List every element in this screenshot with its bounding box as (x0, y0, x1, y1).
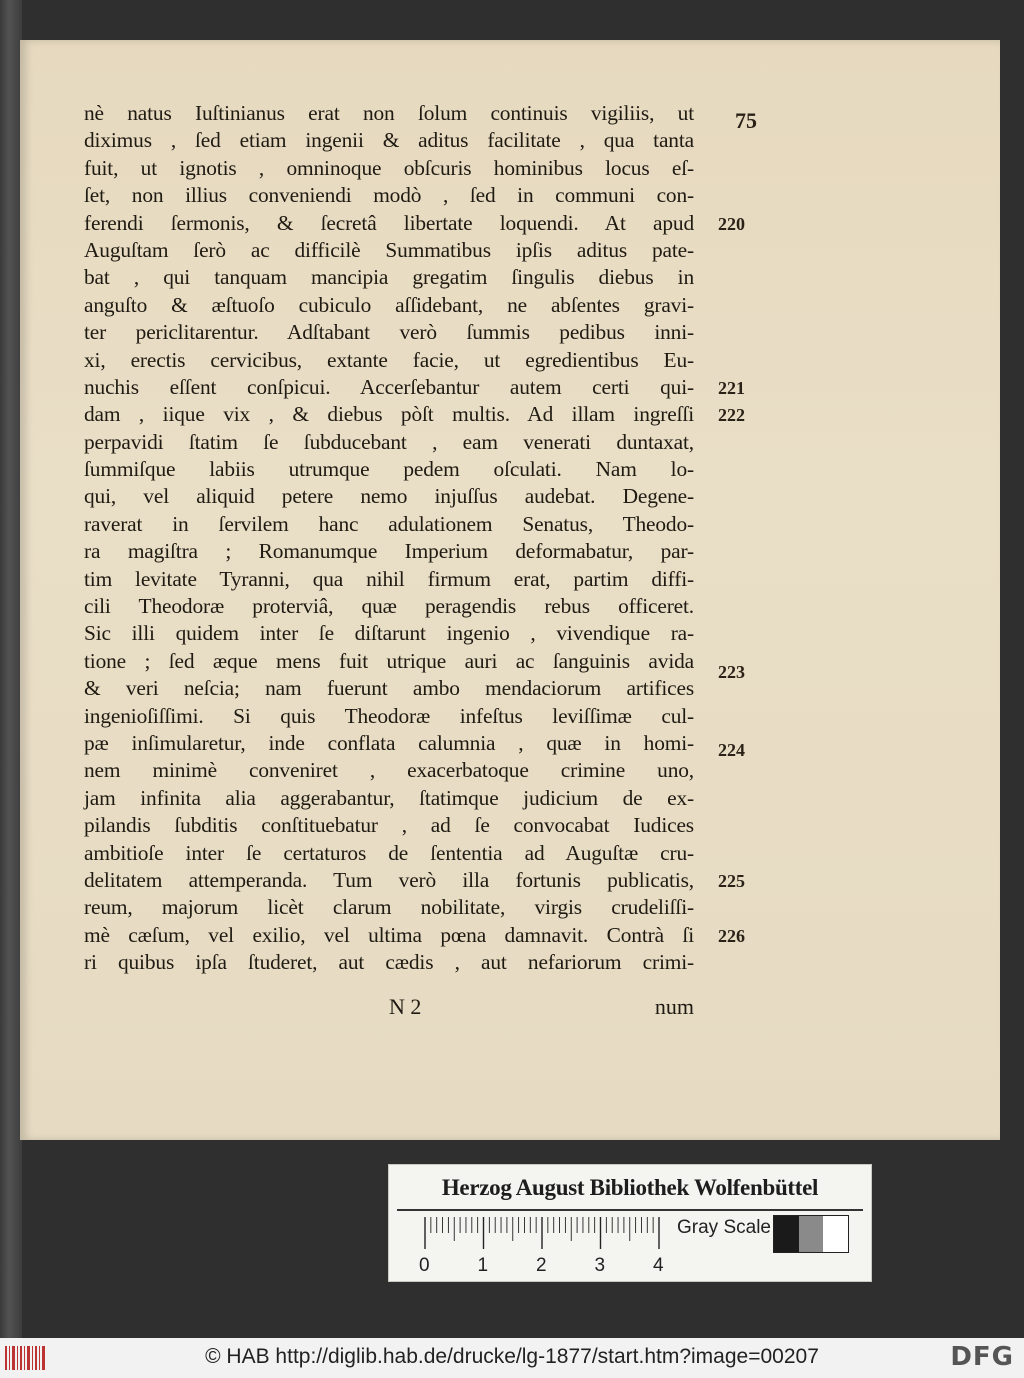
text-line: pæ inſimularetur, inde conflata calumnia , quæ in homi- (84, 730, 694, 755)
color-scale-card (388, 1164, 872, 1282)
text-line: dam , iique vix , & diebus pòſt multis. Ad illam ingreſſi (84, 402, 694, 427)
footer-credit (0, 1345, 1024, 1369)
footer-bar (0, 1338, 1024, 1378)
text-line: Sic illi quidem inter ſe diſtarunt ingenio , vivendique ra- (84, 621, 694, 646)
text-line: bat , qui tanquam mancipia gregatim ſingulis diebus in (84, 265, 694, 290)
margin-note: 223 (718, 662, 745, 682)
text-line: jam infinita alia aggerabantur, ſtatimque judicium de ex- (84, 785, 694, 810)
text-line: reum, majorum licèt clarum nobilitate, virgis crudeliſſi- (84, 895, 694, 920)
text-line: ambitioſe inter ſe certaturos de ſententia ad Auguſtæ cru- (84, 840, 694, 865)
ruler-number: 4 (653, 1255, 664, 1276)
card-divider (397, 1209, 863, 1211)
footer-credit-text[interactable]: © HAB http://diglib.hab.de/drucke/lg-1877/start.htm?image=00207 (205, 1345, 819, 1368)
text-line: perpavidi ſtatim ſe ſubducebant , eam venerati duntaxat, (84, 429, 694, 454)
text-line: anguſto & æſtuoſo cubiculo aſſidebant, ne abſentes gravi- (84, 292, 694, 317)
text-line: ingenioſiſſimi. Si quis Theodoræ infeſtus leviſſimæ cul- (84, 703, 694, 728)
catchword: num (654, 994, 694, 1019)
text-line: pilandis ſubditis conſtituebatur , ad ſe convocabat Iudices (84, 813, 694, 838)
text-line: qui, vel aliquid petere nemo injuſſus audebat. Degene- (84, 484, 694, 509)
text-line: fuit, ut ignotis , omninoque obſcuris hominibus locus eſ- (84, 155, 694, 180)
gray-swatch (774, 1216, 799, 1252)
text-line: tim levitate Tyranni, qua nihil firmum erat, partim diffi- (84, 566, 694, 591)
ruler-number: 2 (536, 1255, 547, 1276)
library-name: Herzog August Bibliothek Wolfenbüttel (441, 1175, 819, 1200)
margin-note: 226 (718, 926, 745, 946)
gray-scale-label: Gray Scale (677, 1217, 771, 1238)
text-line: mè cæſum, vel exilio, vel ultima pœna damnavit. Contrà ſi (84, 922, 694, 947)
ruler-number: 1 (477, 1255, 489, 1276)
gray-swatch (799, 1216, 824, 1252)
text-line: Auguſtam ſerò ac difficilè Summatibus ipſis aditus pate- (84, 237, 694, 262)
text-line: ſummiſque labiis utrumque pedem oſculati. Nam lo- (84, 457, 694, 482)
text-line: raverat in ſervilem hanc adulationem Senatus, Theodo- (84, 511, 694, 536)
text-line: ri quibus ipſa ſtuderet, aut cædis , aut nefariorum crimi- (84, 950, 694, 975)
text-line: tione ; ſed æque mens fuit utrique auri ac ſanguinis avida (84, 648, 694, 673)
signature-mark: N 2 (389, 994, 422, 1019)
text-line: nè natus Iuſtinianus erat non ſolum continuis vigiliis, ut (84, 101, 694, 125)
catchline (84, 994, 694, 1024)
text-line: cili Theodoræ proterviâ, quæ peragendis rebus officeret. (84, 594, 694, 619)
text-line: diximus , ſed etiam ingenii & aditus facilitate , qua tanta (84, 128, 694, 153)
text-line: ſet, non illius conveniendi modò , ſed in communi con- (84, 183, 694, 208)
dfg-logo: DFG (950, 1342, 1014, 1372)
margin-note: 225 (718, 871, 745, 892)
text-line: ferendi ſermonis, & ſecretâ libertate loquendi. At apud (84, 210, 694, 235)
gray-scale-swatches (773, 1215, 849, 1253)
margin-note: 222 (718, 405, 745, 426)
page-number: 75 (735, 108, 757, 133)
ruler-number: 3 (594, 1255, 606, 1276)
text-line: nuchis eſſent conſpicui. Accerſebantur autem certi qui- (84, 374, 694, 399)
gray-swatch (823, 1216, 848, 1252)
margin-note: 224 (718, 740, 745, 761)
ruler-number: 0 (419, 1255, 430, 1276)
scan-background-edge (0, 0, 22, 1338)
text-line: ter periclitarentur. Adſtabant verò ſummis pedibus inni- (84, 320, 694, 345)
body-text (84, 100, 694, 977)
text-line: xi, erectis cervicibus, extante facie, ut egredientibus Eu- (84, 347, 694, 372)
text-line: & veri neſcia; nam fuerunt ambo mendaciorum artifices (84, 676, 694, 701)
margin-note: 221 (718, 378, 745, 398)
text-line: ra magiſtra ; Romanumque Imperium deformabatur, par- (84, 539, 694, 564)
text-line: nem minimè conveniret , exacerbatoque crimine uno, (84, 758, 694, 783)
text-line: delitatem attemperanda. Tum verò illa fortunis publicatis, (84, 867, 694, 892)
ruler-scale (423, 1217, 663, 1249)
margin-note: 220 (718, 213, 745, 234)
